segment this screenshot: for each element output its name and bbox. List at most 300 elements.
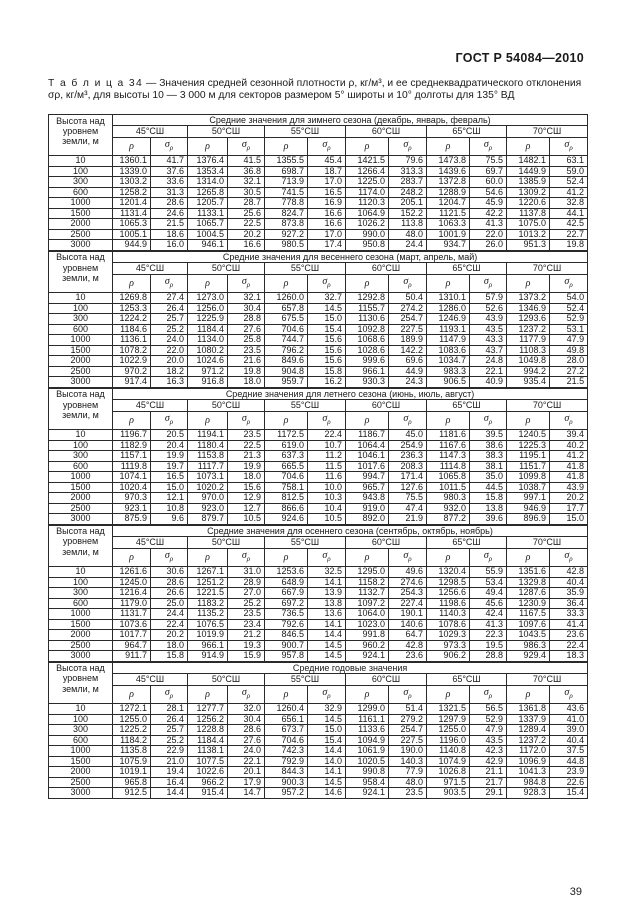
deviation-cell: 21.7	[470, 777, 507, 788]
deviation-cell: 16.0	[151, 240, 188, 251]
density-cell: 896.9	[507, 514, 550, 525]
density-cell: 1065.7	[188, 219, 228, 230]
table-row	[49, 588, 588, 599]
density-cell: 744.7	[265, 335, 308, 346]
sigma-symbol	[550, 138, 588, 156]
latitude-header: 45°СШ	[113, 263, 188, 275]
density-cell: 966.2	[188, 777, 228, 788]
deviation-cell: 41.3	[470, 619, 507, 630]
sigma-subscript: ρ	[408, 692, 412, 701]
density-cell: 1075.9	[113, 756, 151, 767]
latitude-header: 50°СШ	[188, 400, 265, 412]
sigma-letter: σ	[241, 413, 247, 425]
deviation-cell: 24.3	[389, 377, 427, 388]
density-cell: 1121.5	[427, 208, 470, 219]
density-cell: 1245.0	[113, 577, 151, 588]
sigma-subscript: ρ	[408, 281, 412, 290]
deviation-cell: 43.5	[470, 735, 507, 746]
deviation-cell: 26.4	[151, 303, 188, 314]
density-cell: 1449.9	[507, 166, 550, 177]
table-row	[49, 430, 588, 441]
density-cell: 1029.3	[427, 630, 470, 641]
density-cell: 1194.1	[188, 430, 228, 441]
table-row	[49, 314, 588, 325]
deviation-cell: 140.6	[389, 619, 427, 630]
deviation-cell: 279.2	[389, 714, 427, 725]
height-cell: 1000	[49, 746, 113, 757]
density-cell: 1439.6	[427, 166, 470, 177]
table-row	[49, 598, 588, 609]
density-cell: 923.0	[188, 503, 228, 514]
deviation-cell: 23.5	[228, 609, 265, 620]
rho-symbol: ρ	[265, 275, 308, 293]
density-cell: 1361.8	[507, 704, 550, 715]
rho-symbol: ρ	[188, 275, 228, 293]
density-cell: 1295.0	[346, 567, 389, 578]
deviation-cell: 254.7	[389, 725, 427, 736]
density-cell: 904.8	[265, 366, 308, 377]
deviation-cell: 16.2	[308, 377, 346, 388]
sigma-letter: σ	[403, 139, 409, 151]
sigma-subscript: ρ	[569, 555, 573, 564]
deviation-cell: 25.0	[151, 598, 188, 609]
rho-symbol: ρ	[346, 686, 389, 704]
density-cell: 1167.6	[427, 440, 470, 451]
deviation-cell: 22.5	[228, 440, 265, 451]
deviation-cell: 14.5	[308, 777, 346, 788]
density-cell: 970.2	[113, 366, 151, 377]
deviation-cell: 52.9	[470, 714, 507, 725]
deviation-cell: 14.6	[308, 788, 346, 799]
density-cell: 1184.2	[113, 735, 151, 746]
deviation-cell: 42.3	[470, 746, 507, 757]
season-title: Средние значения для зимнего сезона (декабрь, январь, февраль)	[113, 115, 588, 126]
sigma-letter: σ	[403, 550, 409, 562]
rho-symbol: ρ	[346, 138, 389, 156]
deviation-cell: 15.8	[151, 651, 188, 662]
sigma-subscript: ρ	[246, 281, 251, 290]
height-header: Высота над уровнем земли, м	[49, 115, 113, 156]
deviation-cell: 24.4	[151, 609, 188, 620]
deviation-cell: 51.4	[389, 704, 427, 715]
height-cell: 1000	[49, 609, 113, 620]
deviation-cell: 32.9	[308, 704, 346, 715]
sigma-subscript: ρ	[327, 418, 331, 427]
deviation-cell: 17.0	[308, 229, 346, 240]
deviation-cell: 16.6	[308, 208, 346, 219]
deviation-cell: 32.8	[550, 198, 588, 209]
sigma-subscript: ρ	[246, 692, 251, 701]
density-cell: 1225.0	[346, 177, 389, 188]
deviation-cell: 9.6	[151, 514, 188, 525]
sigma-subscript: ρ	[408, 144, 412, 153]
rho-symbol: ρ	[346, 549, 389, 567]
density-cell: 999.6	[346, 356, 389, 367]
height-cell: 600	[49, 324, 113, 335]
density-cell: 1303.2	[113, 177, 151, 188]
deviation-cell: 254.7	[389, 314, 427, 325]
deviation-cell: 283.7	[389, 177, 427, 188]
height-cell: 1000	[49, 335, 113, 346]
latitude-header: 60°СШ	[346, 263, 427, 275]
density-cell: 648.9	[265, 577, 308, 588]
density-cell: 973.3	[427, 640, 470, 651]
deviation-cell: 171.4	[389, 472, 427, 483]
density-cell: 1196.0	[427, 735, 470, 746]
table-row	[49, 735, 588, 746]
deviation-cell: 44.5	[470, 482, 507, 493]
density-cell: 1133.1	[188, 208, 228, 219]
deviation-cell: 39.6	[470, 514, 507, 525]
deviation-cell: 254.9	[389, 440, 427, 451]
sigma-letter: σ	[564, 687, 570, 699]
height-cell: 600	[49, 598, 113, 609]
deviation-cell: 17.4	[308, 240, 346, 251]
sigma-subscript: ρ	[569, 144, 573, 153]
density-cell: 923.1	[113, 503, 151, 514]
deviation-cell: 22.1	[228, 756, 265, 767]
density-cell: 1265.8	[188, 187, 228, 198]
density-cell: 1092.8	[346, 324, 389, 335]
density-cell: 932.0	[427, 503, 470, 514]
table-row	[49, 156, 588, 167]
density-cell: 950.8	[346, 240, 389, 251]
height-cell: 2000	[49, 356, 113, 367]
deviation-cell: 15.4	[550, 788, 588, 799]
deviation-cell: 13.8	[308, 598, 346, 609]
density-cell: 1038.7	[507, 482, 550, 493]
deviation-cell: 39.0	[550, 725, 588, 736]
deviation-cell: 10.5	[228, 514, 265, 525]
density-cell: 957.2	[265, 788, 308, 799]
height-header: Высота над уровнем земли, м	[49, 388, 113, 429]
deviation-cell: 20.2	[228, 229, 265, 240]
latitude-header: 70°СШ	[507, 537, 588, 549]
sigma-letter: σ	[483, 550, 489, 562]
density-cell: 1161.1	[346, 714, 389, 725]
deviation-cell: 21.6	[228, 356, 265, 367]
sigma-symbol	[389, 549, 427, 567]
table-row	[49, 451, 588, 462]
latitude-header: 55°СШ	[265, 537, 346, 549]
sigma-letter: σ	[483, 276, 489, 288]
density-cell: 983.3	[427, 366, 470, 377]
deviation-cell: 41.8	[550, 472, 588, 483]
density-cell: 1078.6	[427, 619, 470, 630]
density-cell: 966.1	[188, 640, 228, 651]
rho-symbol: ρ	[265, 138, 308, 156]
density-cell: 1041.3	[507, 767, 550, 778]
density-cell: 1221.5	[188, 588, 228, 599]
deviation-cell: 60.0	[470, 177, 507, 188]
height-cell: 3000	[49, 514, 113, 525]
deviation-cell: 41.7	[151, 156, 188, 167]
sigma-letter: σ	[241, 687, 247, 699]
deviation-cell: 20.2	[550, 493, 588, 504]
deviation-cell: 32.0	[228, 704, 265, 715]
deviation-cell: 45.4	[308, 156, 346, 167]
deviation-cell: 45.6	[470, 598, 507, 609]
deviation-cell: 15.0	[308, 314, 346, 325]
table-row	[49, 219, 588, 230]
height-cell: 600	[49, 461, 113, 472]
deviation-cell: 18.3	[550, 651, 588, 662]
density-cell: 1063.3	[427, 219, 470, 230]
sigma-letter: σ	[564, 550, 570, 562]
sigma-symbol	[151, 549, 188, 567]
density-cell: 1017.6	[346, 461, 389, 472]
deviation-cell: 10.8	[151, 503, 188, 514]
density-cell: 1001.9	[427, 229, 470, 240]
sigma-symbol	[470, 138, 507, 156]
height-cell: 2000	[49, 630, 113, 641]
latitude-header: 65°СШ	[427, 400, 507, 412]
density-cell: 1130.6	[346, 314, 389, 325]
deviation-cell: 22.4	[550, 640, 588, 651]
sigma-symbol	[151, 686, 188, 704]
sigma-subscript: ρ	[169, 555, 174, 564]
density-cell: 915.4	[188, 788, 228, 799]
deviation-cell: 59.0	[550, 166, 588, 177]
density-cell: 1020.5	[346, 756, 389, 767]
latitude-header: 45°СШ	[113, 674, 188, 686]
density-cell: 1258.2	[113, 187, 151, 198]
latitude-header: 50°СШ	[188, 126, 265, 138]
deviation-cell: 19.4	[151, 767, 188, 778]
height-cell: 2500	[49, 640, 113, 651]
sigma-symbol	[550, 686, 588, 704]
density-cell: 951.3	[507, 240, 550, 251]
density-cell: 986.3	[507, 640, 550, 651]
sigma-letter: σ	[322, 413, 328, 425]
deviation-cell: 23.5	[389, 788, 427, 799]
sigma-subscript: ρ	[569, 692, 573, 701]
density-cell: 1117.7	[188, 461, 228, 472]
deviation-cell: 23.6	[389, 651, 427, 662]
deviation-cell: 41.3	[470, 219, 507, 230]
rho-symbol: ρ	[188, 549, 228, 567]
density-cell: 1043.5	[507, 630, 550, 641]
density-cell: 1023.0	[346, 619, 389, 630]
density-cell: 946.9	[507, 503, 550, 514]
height-cell: 1000	[49, 472, 113, 483]
height-cell: 3000	[49, 651, 113, 662]
deviation-cell: 42.4	[470, 609, 507, 620]
sigma-letter: σ	[564, 276, 570, 288]
table-row	[49, 366, 588, 377]
table-row	[49, 356, 588, 367]
sigma-letter: σ	[322, 550, 328, 562]
density-cell: 959.7	[265, 377, 308, 388]
sigma-subscript: ρ	[169, 418, 174, 427]
density-cell: 1256.2	[188, 714, 228, 725]
table-row	[49, 788, 588, 799]
sigma-subscript: ρ	[327, 692, 331, 701]
deviation-cell: 21.5	[550, 377, 588, 388]
height-cell: 300	[49, 588, 113, 599]
deviation-cell: 19.9	[151, 451, 188, 462]
deviation-cell: 36.4	[550, 598, 588, 609]
height-cell: 100	[49, 166, 113, 177]
deviation-cell: 41.4	[550, 619, 588, 630]
latitude-header: 45°СШ	[113, 400, 188, 412]
deviation-cell: 14.4	[308, 630, 346, 641]
density-cell: 1078.2	[113, 345, 151, 356]
density-cell: 619.0	[265, 440, 308, 451]
deviation-cell: 44.8	[550, 756, 588, 767]
deviation-cell: 24.4	[389, 240, 427, 251]
latitude-header: 45°СШ	[113, 537, 188, 549]
deviation-cell: 41.2	[550, 451, 588, 462]
deviation-cell: 22.7	[550, 229, 588, 240]
deviation-cell: 15.4	[308, 324, 346, 335]
density-cell: 1147.9	[427, 335, 470, 346]
density-cell: 965.7	[346, 482, 389, 493]
density-cell: 980.3	[427, 493, 470, 504]
sigma-letter: σ	[564, 413, 570, 425]
table-row	[49, 746, 588, 757]
density-cell: 844.3	[265, 767, 308, 778]
density-cell: 1196.7	[113, 430, 151, 441]
deviation-cell: 21.3	[228, 451, 265, 462]
density-cell: 698.7	[265, 166, 308, 177]
table-row	[49, 630, 588, 641]
height-cell: 1500	[49, 619, 113, 630]
deviation-cell: 52.9	[550, 314, 588, 325]
deviation-cell: 190.1	[389, 609, 427, 620]
latitude-header: 60°СШ	[346, 674, 427, 686]
sigma-letter: σ	[241, 276, 247, 288]
density-cell: 875.9	[113, 514, 151, 525]
density-cell: 1019.9	[188, 630, 228, 641]
table-row	[49, 198, 588, 209]
sigma-symbol	[389, 686, 427, 704]
density-cell: 673.7	[265, 725, 308, 736]
rho-symbol: ρ	[507, 138, 550, 156]
density-cell: 1034.7	[427, 356, 470, 367]
latitude-header: 50°СШ	[188, 537, 265, 549]
density-cell: 1353.4	[188, 166, 228, 177]
table-row	[49, 756, 588, 767]
deviation-cell: 28.7	[228, 198, 265, 209]
deviation-cell: 11.5	[308, 461, 346, 472]
sigma-symbol	[389, 138, 427, 156]
height-cell: 300	[49, 177, 113, 188]
deviation-cell: 16.5	[308, 187, 346, 198]
sigma-letter: σ	[164, 687, 170, 699]
density-cell: 1355.5	[265, 156, 308, 167]
density-cell: 1096.9	[507, 756, 550, 767]
density-cell: 934.7	[427, 240, 470, 251]
deviation-cell: 19.3	[228, 640, 265, 651]
sigma-subscript: ρ	[569, 281, 573, 290]
density-cell: 1140.3	[427, 609, 470, 620]
deviation-cell: 20.4	[151, 440, 188, 451]
rho-symbol: ρ	[188, 138, 228, 156]
rho-symbol: ρ	[346, 412, 389, 430]
density-cell: 1026.2	[346, 219, 389, 230]
table-row	[49, 704, 588, 715]
deviation-cell: 54.6	[470, 187, 507, 198]
density-cell: 877.2	[427, 514, 470, 525]
table-row	[49, 777, 588, 788]
sigma-subscript: ρ	[408, 418, 412, 427]
deviation-cell: 33.6	[151, 177, 188, 188]
density-cell: 1135.2	[188, 609, 228, 620]
density-cell: 1256.0	[188, 303, 228, 314]
density-cell: 1251.2	[188, 577, 228, 588]
density-cell: 970.0	[188, 493, 228, 504]
deviation-cell: 15.6	[308, 335, 346, 346]
density-cell: 900.3	[265, 777, 308, 788]
latitude-header: 60°СШ	[346, 126, 427, 138]
density-cell: 1261.6	[113, 567, 151, 578]
deviation-cell: 27.0	[228, 588, 265, 599]
table-row	[49, 567, 588, 578]
density-cell: 1073.1	[188, 472, 228, 483]
deviation-cell: 31.0	[228, 567, 265, 578]
deviation-cell: 16.5	[151, 472, 188, 483]
table-row	[49, 609, 588, 620]
table-row	[49, 482, 588, 493]
deviation-cell: 28.9	[228, 577, 265, 588]
deviation-cell: 274.2	[389, 303, 427, 314]
density-cell: 1167.5	[507, 609, 550, 620]
deviation-cell: 52.6	[470, 303, 507, 314]
deviation-cell: 15.0	[151, 482, 188, 493]
sigma-subscript: ρ	[169, 144, 174, 153]
sigma-symbol	[228, 412, 265, 430]
density-cell: 1182.9	[113, 440, 151, 451]
density-cell: 906.5	[427, 377, 470, 388]
density-cell: 1385.9	[507, 177, 550, 188]
sigma-symbol	[470, 549, 507, 567]
deviation-cell: 39.4	[550, 430, 588, 441]
deviation-cell: 30.4	[228, 303, 265, 314]
sigma-letter: σ	[483, 687, 489, 699]
density-cell: 796.2	[265, 345, 308, 356]
deviation-cell: 18.6	[151, 229, 188, 240]
deviation-cell: 10.7	[308, 440, 346, 451]
deviation-cell: 35.0	[470, 472, 507, 483]
density-cell: 1269.8	[113, 293, 151, 304]
sigma-letter: σ	[403, 276, 409, 288]
deviation-cell: 63.1	[550, 156, 588, 167]
rho-symbol: ρ	[427, 275, 470, 293]
table-row	[49, 303, 588, 314]
height-cell: 1500	[49, 345, 113, 356]
sigma-symbol	[550, 549, 588, 567]
height-cell: 2000	[49, 493, 113, 504]
rho-symbol: ρ	[113, 275, 151, 293]
height-cell: 2000	[49, 219, 113, 230]
deviation-cell: 26.6	[151, 588, 188, 599]
deviation-cell: 18.2	[151, 366, 188, 377]
density-cell: 919.0	[346, 503, 389, 514]
sigma-symbol	[308, 275, 346, 293]
table-row	[49, 640, 588, 651]
deviation-cell: 28.6	[151, 198, 188, 209]
density-cell: 1068.6	[346, 335, 389, 346]
density-cell: 892.0	[346, 514, 389, 525]
density-cell: 1193.1	[427, 324, 470, 335]
density-cell: 736.5	[265, 609, 308, 620]
sigma-letter: σ	[241, 139, 247, 151]
density-cell: 990.0	[346, 229, 389, 240]
density-cell: 1288.9	[427, 187, 470, 198]
height-cell: 1500	[49, 208, 113, 219]
density-cell: 1253.3	[113, 303, 151, 314]
